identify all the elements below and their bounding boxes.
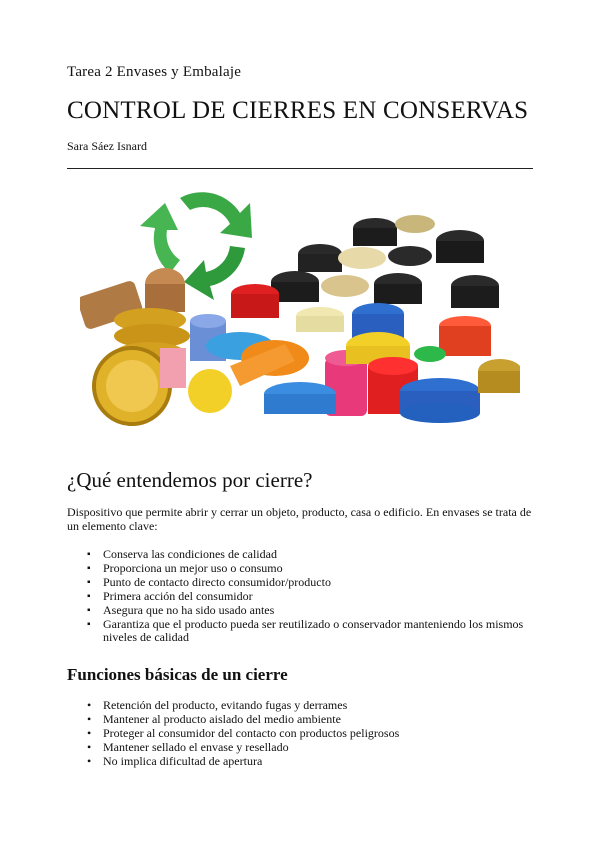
horizontal-rule <box>67 168 533 169</box>
document-subtitle: Tarea 2 Envases y Embalaje <box>67 64 242 80</box>
list-item: ▪ Asegura que no ha sido usado antes <box>87 604 535 618</box>
list-item: • Proteger al consumidor del contacto con productos peligrosos <box>87 727 535 741</box>
section-paragraph: Dispositivo que permite abrir y cerrar un objeto, producto, casa o edificio. En envases se trata de un elemento clave: <box>67 505 532 533</box>
list-item: ▪ Primera acción del consumidor <box>87 590 535 604</box>
list-item: • Retención del producto, evitando fugas y derrames <box>87 699 535 713</box>
bullet-list-cierre <box>87 548 535 645</box>
list-item: • Mantener sellado el envase y resellado <box>87 741 535 755</box>
list-item: ▪ Proporciona un mejor uso o consumo <box>87 562 535 576</box>
list-item: ▪ Conserva las condiciones de calidad <box>87 548 535 562</box>
document-author: Sara Sáez Isnard <box>67 139 147 153</box>
list-item: • Mantener al producto aislado del medio ambiente <box>87 713 535 727</box>
list-item: • No implica dificultad de apertura <box>87 755 535 769</box>
document-title: CONTROL DE CIERRES EN CONSERVAS <box>67 97 529 124</box>
list-item: ▪ Garantiza que el producto pueda ser reutilizado o conservador manteniendo los mismos niveles de calidad <box>87 618 535 646</box>
bullet-list-funciones <box>87 699 535 769</box>
section-heading-cierre: ¿Qué entendemos por cierre? <box>67 468 313 492</box>
closures-photo <box>80 186 520 434</box>
list-item: ▪ Punto de contacto directo consumidor/producto <box>87 576 535 590</box>
section-heading-funciones: Funciones básicas de un cierre <box>67 665 288 684</box>
black-caps <box>271 215 499 308</box>
